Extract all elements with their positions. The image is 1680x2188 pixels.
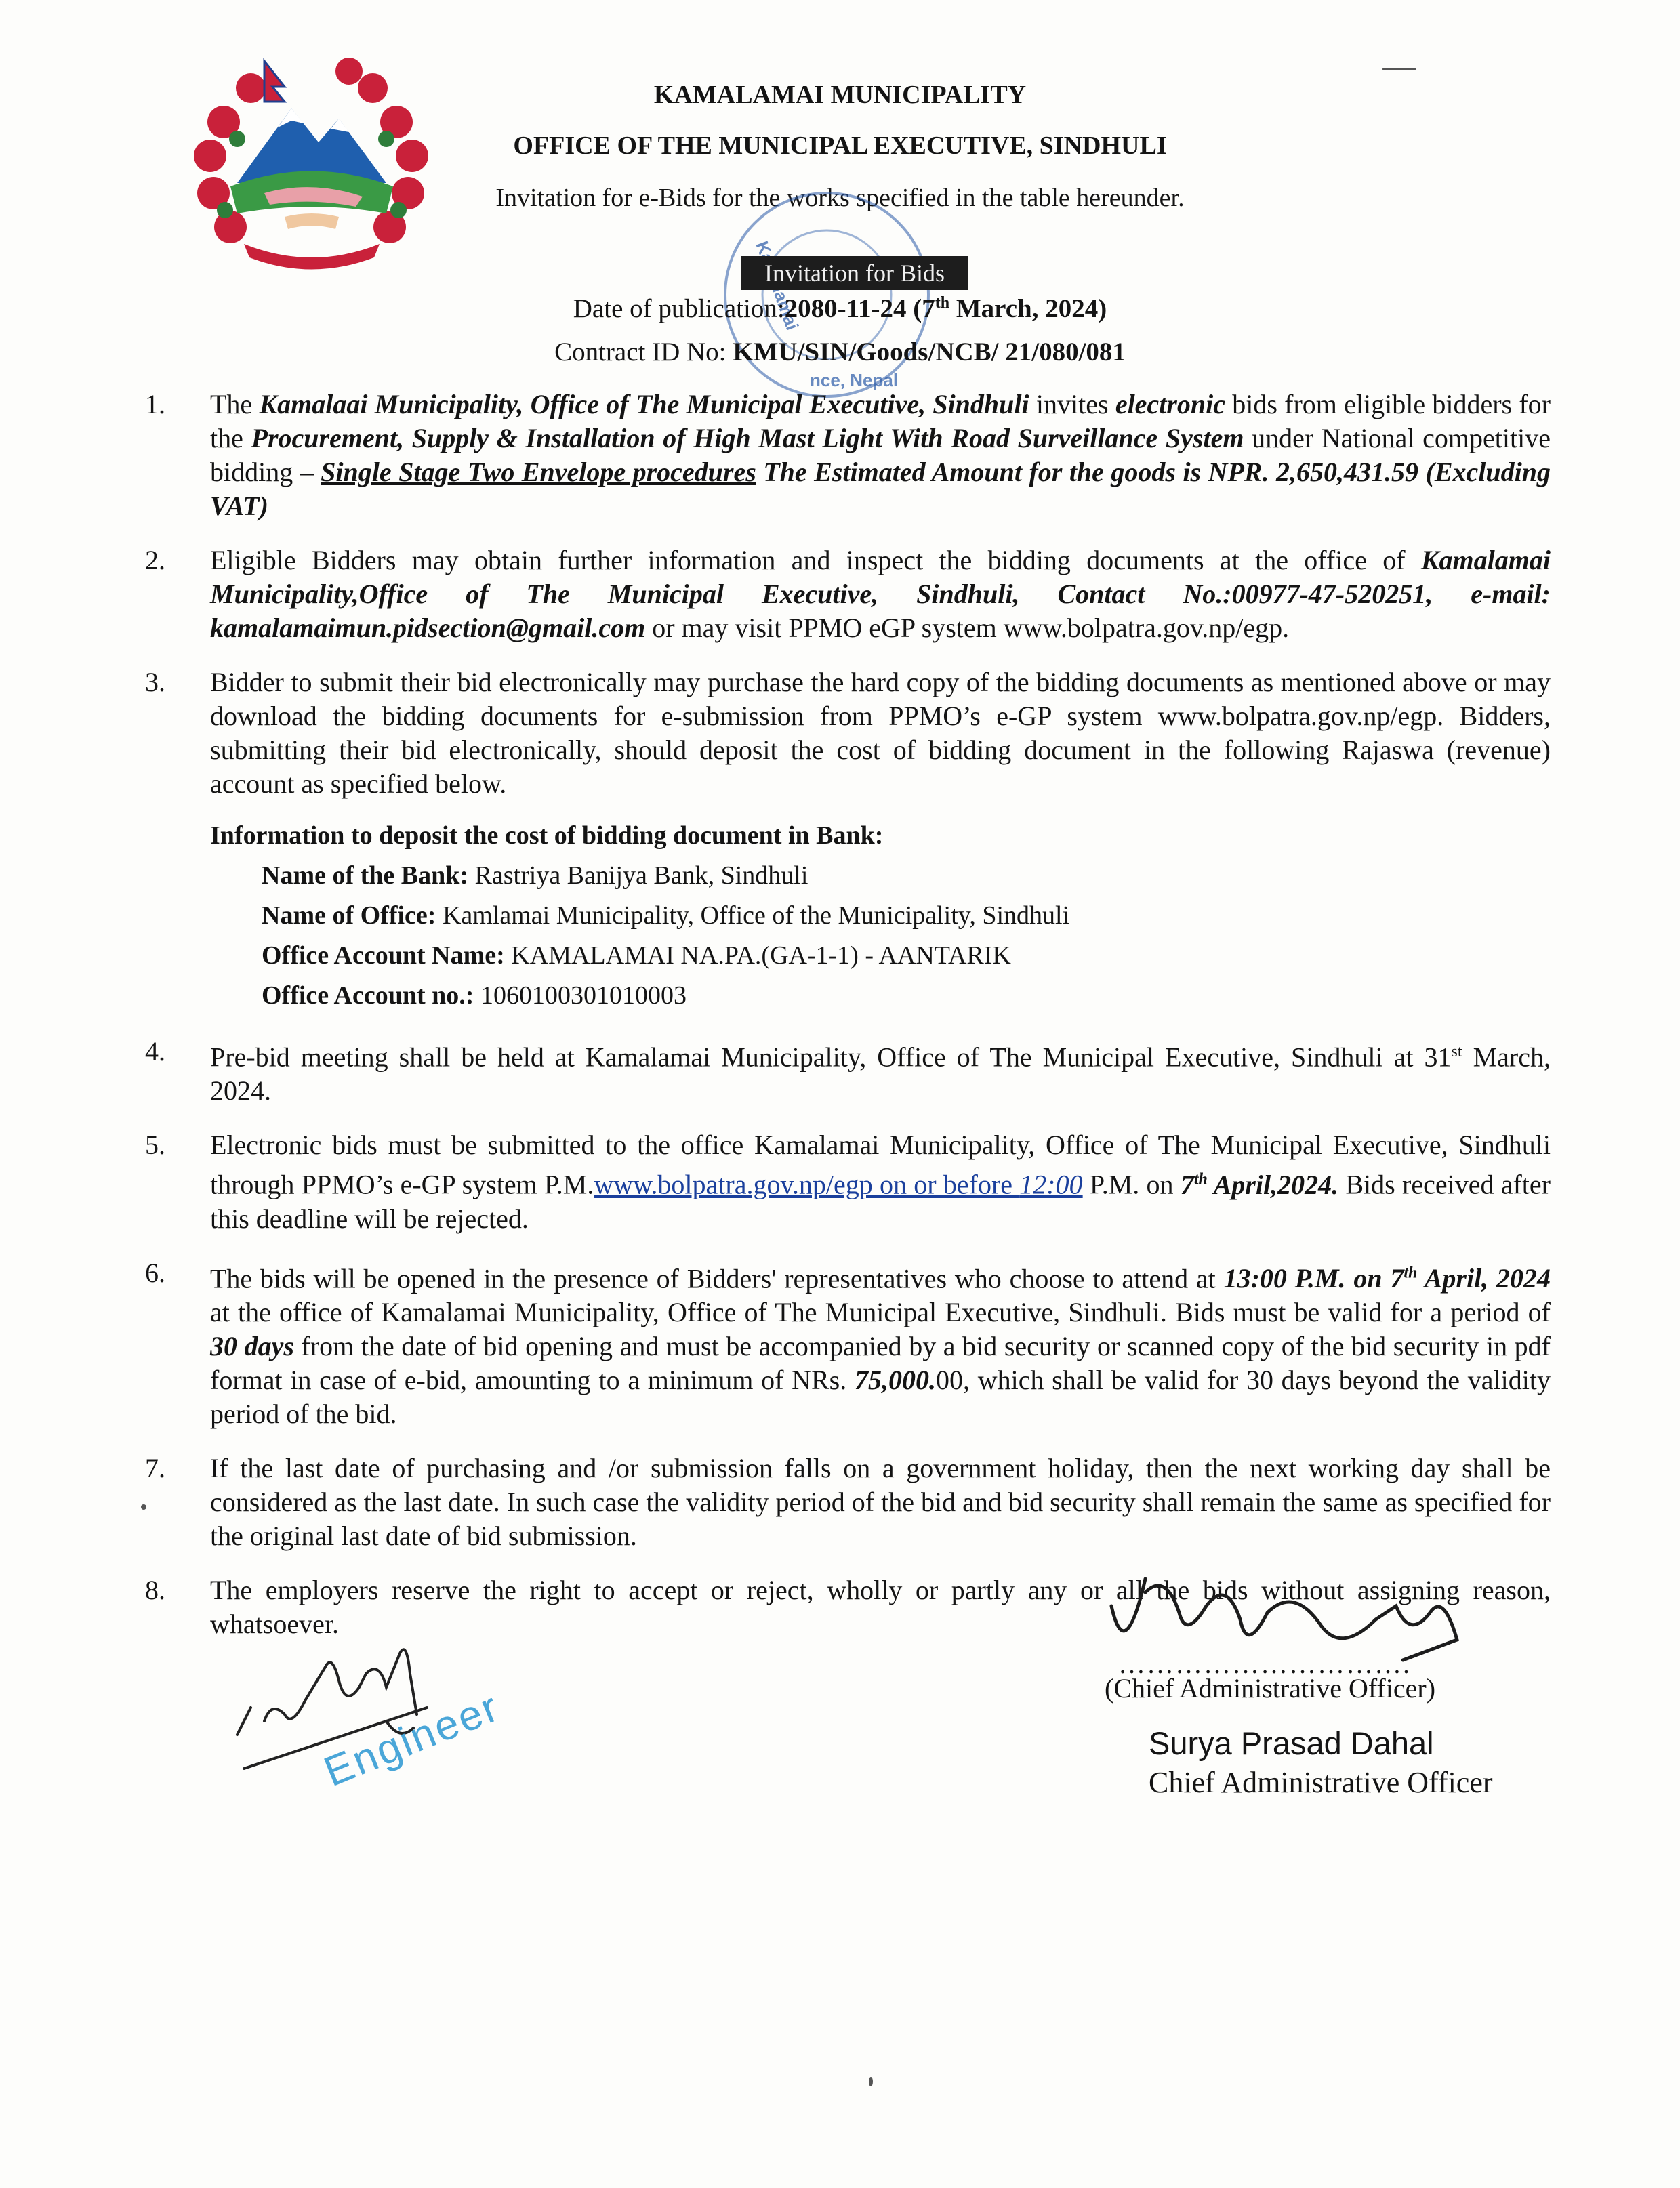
egp-link-text[interactable]: www.bolpatra.gov.np/egp on or before bbox=[594, 1169, 1020, 1200]
text-run: electronic bbox=[1115, 389, 1225, 419]
text-run: 13:00 P.M. on 7 bbox=[1223, 1262, 1404, 1294]
list-item bbox=[136, 665, 1551, 801]
cao-label: (Chief Administrative Officer) bbox=[1105, 1673, 1436, 1704]
item-number: 2. bbox=[145, 545, 165, 575]
bank-row bbox=[210, 856, 1551, 896]
list-item bbox=[136, 1035, 1551, 1108]
bank-row-value: Rastriya Banijya Bank, Sindhuli bbox=[468, 861, 808, 890]
publication-value-end: March, 2024) bbox=[949, 294, 1107, 323]
list-item bbox=[136, 1451, 1551, 1553]
contract-label: Contract ID No: bbox=[554, 337, 733, 367]
scan-speck bbox=[869, 2077, 873, 2086]
text-run: th bbox=[1404, 1264, 1418, 1282]
text-run: Single Stage Two Envelope procedures bbox=[321, 457, 756, 487]
cao-name: Surya Prasad Dahal bbox=[1149, 1725, 1434, 1761]
engineer-signature-icon bbox=[224, 1626, 576, 1802]
text-run: under National competitive bidding – bbox=[210, 423, 1551, 487]
publication-sup: th bbox=[935, 294, 950, 312]
text-run: Eligible Bidders may obtain further information and inspect the bidding documents at the office of bbox=[210, 545, 1421, 575]
publication-date bbox=[0, 293, 1680, 324]
bank-row-label: Office Account Name: bbox=[262, 941, 505, 970]
egp-link[interactable] bbox=[594, 1170, 1082, 1200]
invitation-ribbon: Invitation for Bids bbox=[741, 256, 968, 290]
text-run: st bbox=[1451, 1043, 1462, 1060]
engineer-stamp: Engineer bbox=[317, 1683, 506, 1796]
egp-link-time[interactable]: 12:00 bbox=[1019, 1169, 1083, 1200]
municipality-name: KAMALAMAI MUNICIPALITY bbox=[653, 81, 1027, 109]
text-run: Procurement, Supply & Installation of High Mast Light With Road Surveillance System bbox=[251, 423, 1244, 453]
text-run: April, 2024 bbox=[1417, 1262, 1551, 1294]
text-run: 7 bbox=[1180, 1169, 1194, 1200]
text-run: The bids will be opened in the presence of Bidders' representatives who choose to attend at bbox=[210, 1262, 1224, 1294]
bank-row-value: 1060100301010003 bbox=[474, 981, 687, 1010]
text-run: bids from eligible bidders for the bbox=[210, 389, 1551, 453]
text-run: at the office of Kamalamai Municipality, Office of The Municipal Executive, Sindhuli. Bids must be valid for a period of bbox=[210, 1296, 1551, 1327]
text-run: 30 days bbox=[210, 1330, 294, 1361]
text-run: Pre-bid meeting shall be held at Kamalamai Municipality, Office of The Municipal Executive, Sindhuli at 31 bbox=[210, 1041, 1452, 1073]
publication-value: 2080-11-24 (7 bbox=[784, 294, 935, 323]
text-run: March, 2024. bbox=[210, 1041, 1551, 1107]
text-run: 00, which shall be valid for 30 days beyond the validity period of the bid. bbox=[210, 1364, 1551, 1429]
item-number: 3. bbox=[145, 667, 165, 697]
text-run: The employers reserve the right to accept or reject, wholly or partly any or all the bids without assigning reason, whatsoever. bbox=[210, 1574, 1551, 1639]
office-name: OFFICE OF THE MUNICIPAL EXECUTIVE, SINDHULI bbox=[513, 131, 1167, 160]
text-run: th bbox=[1193, 1170, 1208, 1189]
svg-text:nce, Nepal: nce, Nepal bbox=[810, 370, 899, 390]
item-number: 8. bbox=[145, 1574, 165, 1605]
text-run: Bidder to submit their bid electronically may purchase the hard copy of the bidding documents as mentioned above or may download the bidding documents for e-submission from PPMO’s e-GP system www.bolpatra.gov.np/egp. Bidders, submitting their bid electronically, should deposit the cost of bidding document in the following Rajaswa (revenue) account as specified below. bbox=[210, 667, 1551, 799]
item-number: 1. bbox=[145, 389, 165, 419]
contract-id bbox=[0, 337, 1680, 367]
list-item bbox=[136, 388, 1551, 523]
text-run: from the date of bid opening and must be accompanied by a bid security or scanned copy of the bid security in pdf format in case of e-bid, amounting to a minimum of NRs. bbox=[210, 1330, 1551, 1395]
item-number: 6. bbox=[145, 1257, 165, 1288]
text-run: 75,000. bbox=[854, 1364, 936, 1395]
text-run: April,2024. bbox=[1207, 1169, 1339, 1200]
list-item bbox=[136, 543, 1551, 645]
cao-title: Chief Administrative Officer bbox=[1149, 1766, 1493, 1799]
signature-line: …………………………. bbox=[1118, 1649, 1411, 1679]
scan-speck bbox=[141, 1504, 146, 1510]
publication-label: Date of publication: bbox=[573, 294, 785, 323]
bank-row-label: Office Account no.: bbox=[262, 981, 474, 1010]
contract-value: KMU/SIN/Goods/NCB/ 21/080/081 bbox=[733, 337, 1126, 367]
text-run: invites bbox=[1029, 389, 1115, 419]
notice-body bbox=[136, 388, 1551, 1661]
text-run: The bbox=[210, 389, 260, 419]
text-run: Kamalaai Municipality, Office of The Municipal Executive, Sindhuli bbox=[259, 389, 1029, 419]
bank-info-title: Information to deposit the cost of bidding document in Bank: bbox=[210, 821, 884, 850]
bank-row-value: KAMALAMAI NA.PA.(GA-1-1) - AANTARIK bbox=[504, 941, 1011, 970]
text-run: Kamalamai Municipality,Office of The Municipal Executive, Sindhuli, Contact No.:00977-47-520251, e-mail: kamalamaimun.pidsection@gmail.com bbox=[210, 545, 1551, 643]
bank-row-label: Name of Office: bbox=[262, 901, 436, 930]
item-number: 4. bbox=[145, 1036, 165, 1067]
bank-row-label: Name of the Bank: bbox=[262, 861, 469, 890]
text-run: If the last date of purchasing and /or submission falls on a government holiday, then the next working day shall be considered as the last date. In such case the validity period of the bid and bid security shall remain the same as specified for the original last date of bid submission. bbox=[210, 1452, 1551, 1551]
text-run: P.M. on bbox=[1082, 1169, 1181, 1200]
item-number: 5. bbox=[145, 1130, 165, 1161]
bank-info bbox=[210, 816, 1551, 1016]
scan-speck bbox=[1382, 68, 1416, 70]
bank-row bbox=[210, 896, 1551, 936]
invitation-heading-text: Invitation for e-Bids for the works specified in the table hereunder. bbox=[495, 184, 1185, 212]
bank-row bbox=[210, 936, 1551, 976]
text-run: Bids received after this deadline will be rejected. bbox=[210, 1169, 1551, 1234]
text-run: The Estimated Amount for the goods is NPR. 2,650,431.59 (Excluding VAT) bbox=[210, 457, 1551, 521]
list-item bbox=[136, 1256, 1551, 1431]
item-number: 7. bbox=[145, 1452, 165, 1483]
list-item bbox=[136, 1128, 1551, 1235]
text-run: or may visit PPMO eGP system www.bolpatra.gov.np/egp. bbox=[645, 613, 1290, 643]
bank-row-value: Kamlamai Municipality, Office of the Municipality, Sindhuli bbox=[436, 901, 1070, 930]
bank-row bbox=[210, 976, 1551, 1016]
text-run: Electronic bids must be submitted to the office Kamalamai Municipality, Office of The Municipal Executive, Sindhuli through PPMO’s e-GP system P.M. bbox=[210, 1130, 1551, 1200]
